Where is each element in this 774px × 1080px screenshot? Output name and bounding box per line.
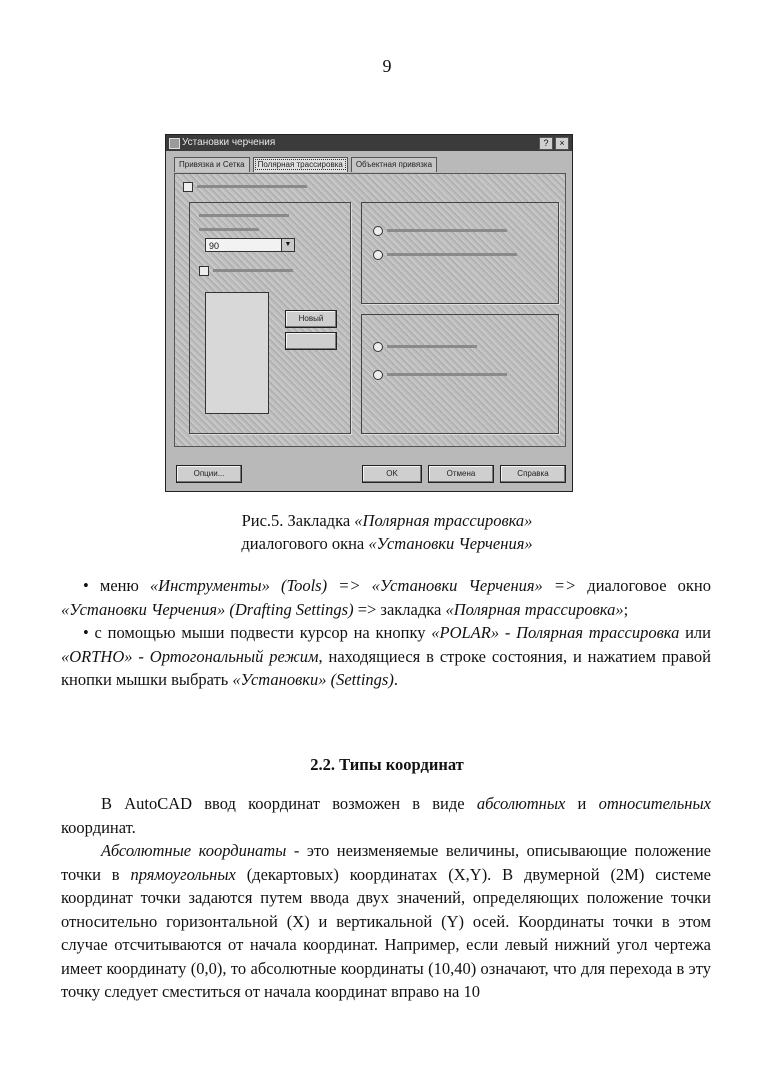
paragraph-italic: прямоугольных [130, 864, 236, 884]
bullet-list [61, 574, 711, 692]
bullet-text: диалоговое окно [576, 576, 711, 595]
body-text [61, 792, 711, 1004]
ok-button: OK [362, 465, 422, 483]
bullet-marker: • [83, 576, 89, 595]
bullet-italic: «Полярная трассировка» [445, 599, 624, 619]
paragraph-italic: Абсолютные координаты [101, 841, 287, 860]
paragraph-text: - это неизменяемые величины, описывающие положение точки в [61, 841, 711, 884]
options-button: Опции... [176, 465, 242, 483]
radio-label-placeholder-2 [387, 253, 517, 256]
help-button: Справка [500, 465, 566, 483]
paragraph [61, 839, 711, 1004]
bullet-text: или [679, 623, 711, 642]
paragraph-italic: относительных [598, 794, 711, 813]
figure-caption [0, 509, 774, 555]
tab-polar-tracking: Полярная трассировка [253, 157, 348, 172]
dialog-titlebar [166, 135, 572, 151]
paragraph [61, 792, 711, 839]
paragraph-text: В AutoCAD ввод координат возможен в виде [101, 794, 477, 813]
section-heading: 2.2. Типы координат [310, 755, 464, 774]
bullet-marker: • [83, 623, 89, 642]
combo-value: 90 [209, 241, 220, 251]
bullet-text: с помощью мыши подвести курсор на кнопку [88, 623, 432, 642]
bullet-italic: «ORTHO» - Ортогональный режим [61, 646, 319, 666]
paragraph-italic: абсолютных [476, 794, 566, 813]
caption-line2-prefix: диалогового окна [241, 534, 369, 553]
group-label-placeholder [199, 214, 289, 217]
absolute-radio [373, 342, 383, 352]
page-number: 9 [382, 56, 392, 76]
bullet-text: меню [88, 576, 150, 595]
additional-angles-list [205, 292, 269, 414]
all-polar-radio [373, 250, 383, 260]
new-angle-button: Новый [285, 310, 337, 328]
bullet-italic: «POLAR» - Полярная трассировка [431, 623, 680, 642]
polar-on-checkbox [183, 182, 193, 192]
caption-line1-prefix: Рис.5. Закладка [241, 511, 355, 530]
dialog-screenshot-figure [165, 134, 573, 492]
paragraph-text: координат. [61, 817, 136, 837]
help-icon: ? [539, 137, 553, 150]
tab-object-snap: Объектная привязка [351, 157, 437, 172]
caption-line2-italic: «Установки Черчения» [368, 534, 533, 553]
checkbox-label-placeholder [197, 185, 307, 188]
cancel-button: Отмена [428, 465, 494, 483]
close-icon: × [555, 137, 569, 150]
bullet-text: . [393, 670, 398, 689]
bullet-text: ; [623, 599, 629, 619]
checkbox-label-placeholder-2 [213, 269, 293, 272]
relative-radio [373, 370, 383, 380]
bullet-text: , находящиеся в строке состояния, и нажатием правой кнопки мышки выбрать [61, 646, 711, 689]
orthogonal-radio [373, 226, 383, 236]
paragraph-text: (декартовых) координатах (X,Y). В двумерной (2М) системе координат точки задаются путем ввода двух значений, определяющих положение точки относительно горизонтальной (X) и вертикальной (Y) осей. Координаты точки в этом случае отсчитываются от начала координат. Например, если левый нижний угол чертежа имеет координату (0,0), то абсолютные координаты (10,40) означают, что для перехода в эту точку следует сместиться от начала координат вправо на 10 [61, 864, 711, 1001]
bullet-text: => закладка [353, 599, 446, 619]
bullet-item [61, 574, 711, 621]
radio-label-placeholder [387, 229, 507, 232]
bullet-italic: «Инструменты» (Tools) => «Установки Черчения» => [149, 576, 577, 595]
paragraph-text: и [565, 794, 599, 813]
caption-line1-italic: «Полярная трассировка» [354, 511, 533, 530]
field-label-placeholder [199, 228, 259, 231]
additional-angles-checkbox [199, 266, 209, 276]
bullet-italic: «Установки Черчения» (Drafting Settings) [61, 599, 354, 619]
radio-label-placeholder-3 [387, 345, 477, 348]
bullet-item [61, 621, 711, 692]
tab-snap-grid: Привязка и Сетка [174, 157, 250, 172]
dialog-footer [166, 445, 572, 491]
bullet-italic: «Установки» (Settings) [232, 670, 394, 689]
dialog-panel [174, 173, 566, 447]
app-icon [169, 138, 180, 149]
dialog-title: Установки черчения [182, 137, 276, 148]
chevron-down-icon: ▼ [281, 239, 294, 251]
radio-label-placeholder-4 [387, 373, 507, 376]
increment-angle-combo [205, 238, 295, 252]
delete-angle-button [285, 332, 337, 350]
dialog-tabs [166, 151, 572, 172]
